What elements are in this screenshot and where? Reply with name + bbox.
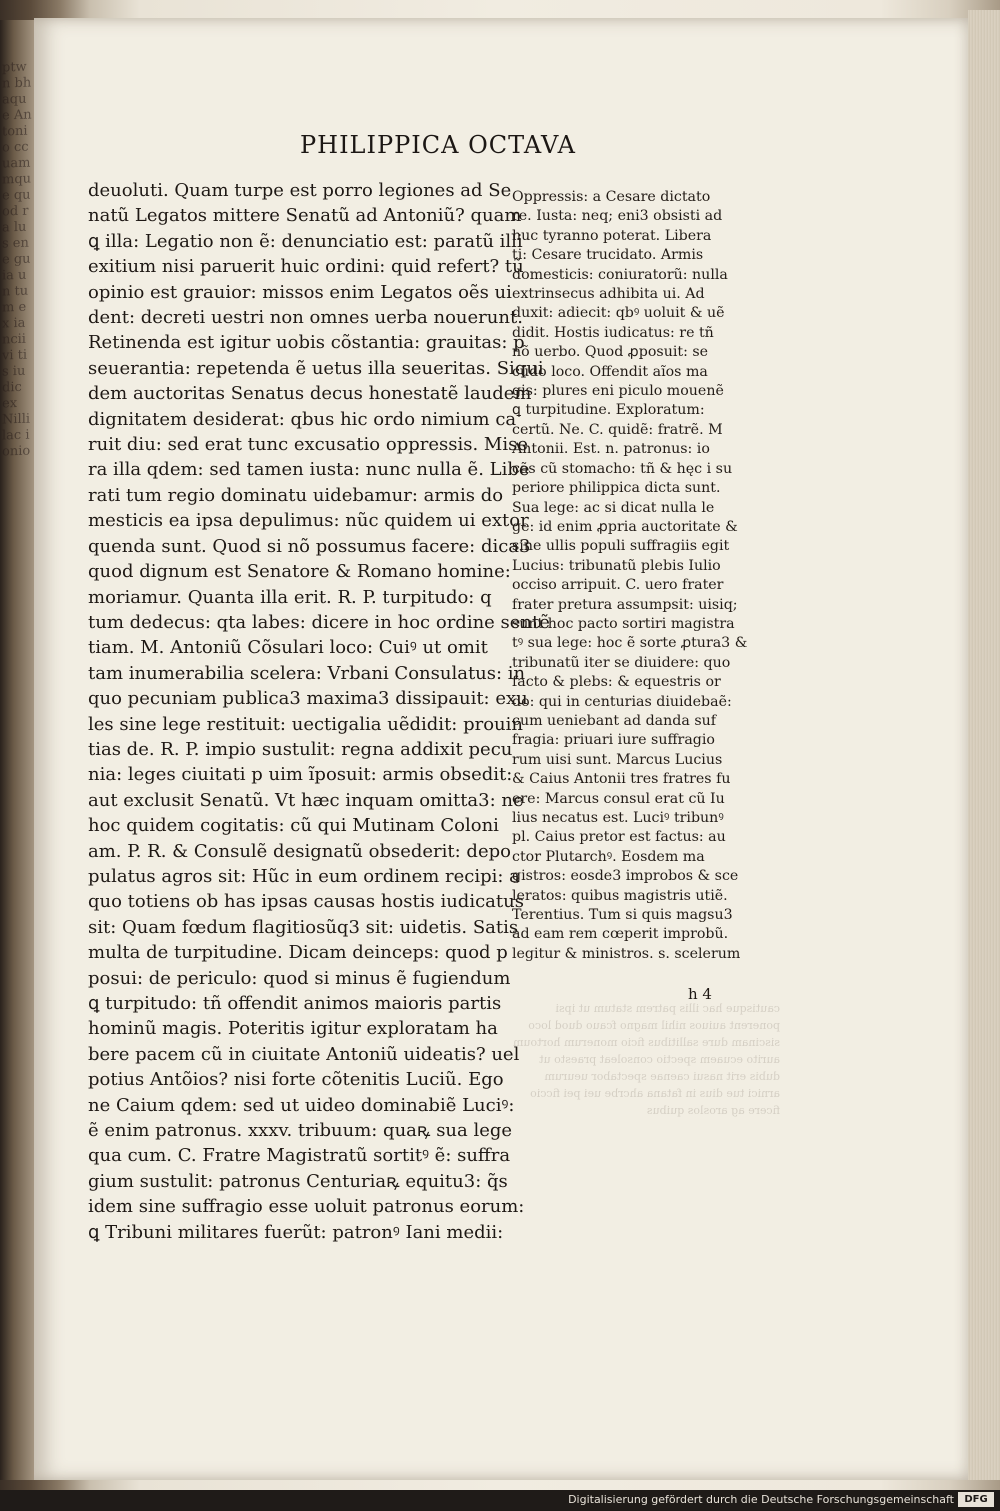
text-line: huc tyranno poterat. Libera xyxy=(512,227,712,244)
dfg-logo: DFG xyxy=(958,1492,994,1507)
text-line: sunt hoc pacto sortiri magistra xyxy=(512,615,735,632)
page-block-edge xyxy=(968,10,1000,1480)
text-line: ꝗ turpitudine. Exploratum: xyxy=(512,402,705,419)
text-line: exitium nisi paruerit huic ordini: quid refert? tũ xyxy=(88,256,524,278)
text-line: nõ uerbo. Quod ꝓposuit: se xyxy=(512,344,709,361)
text-line: deuoluti. Quam turpe est porro legiones ad Se xyxy=(88,180,512,201)
text-line: quod dignum est Senatore & Romano homine: xyxy=(88,561,511,583)
text-line: lius necatus est. Luciꝰ tribunꝰ xyxy=(512,810,724,826)
footer-credit: Digitalisierung gefördert durch die Deutsche Forschungsgemeinschaft xyxy=(568,1493,954,1506)
text-line: potius Antõios? nisi forte cõtenitis Luciũ. Ego xyxy=(88,1069,504,1091)
text-line: Terentius. Tum si quis magsu3 xyxy=(512,907,733,924)
text-line: facto & plebs: & equestris or xyxy=(512,674,721,691)
text-line: certũ. Ne. C. quidẽ: fratrẽ. M xyxy=(512,421,723,438)
text-line: quenda sunt. Quod si nõ possumus facere: dica3 xyxy=(88,535,531,557)
facing-page-edge: ptwn bhaque Antonio ccuam mque quod ra lus ene guia un tum ex ia ncii vi tis iudic ex Nilli lac ionio xyxy=(2,59,32,460)
text-line: cũdo loco. Offendit aĩos ma xyxy=(512,363,708,380)
text-line: mesticis ea ipsa depulimus: nũc quidem ui extor xyxy=(88,510,529,532)
text-line: sine ullis populi suffragiis egit xyxy=(512,538,730,555)
text-line: aut exclusit Senatũ. Vt hæc inquam omitta3: ne xyxy=(88,789,524,811)
text-line: qua cum. C. Fratre Magistratũ sortitꝰ ẽ: suffra xyxy=(88,1145,511,1167)
text-line: multa de turpitudine. Dicam deinceps: quod p xyxy=(88,942,508,964)
text-line: les sine lege restituit: uectigalia uẽdidit: prouin xyxy=(88,713,523,735)
text-line: opinio est grauior: missos enim Legatos oẽs ui xyxy=(88,281,512,303)
text-line: seuerantia: repetenda ẽ uetus illa seueritas. Siqui xyxy=(88,357,544,379)
text-line: dem auctoritas Senatus decus honestatẽ laudem xyxy=(88,383,532,405)
text-line: tribunatũ iter se diuidere: quo xyxy=(512,654,731,671)
text-line: am. P. R. & Consulẽ designatũ obsederit: depo xyxy=(88,840,511,862)
text-line: Sua lege: ac si dicat nulla le xyxy=(512,499,715,516)
text-line: ne Caium qdem: sed ut uideo dominabiẽ Luciꝰ: xyxy=(88,1094,515,1116)
text-line: rum uisi sunt. Marcus Lucius xyxy=(512,751,723,768)
text-line: moriamur. Quanta illa erit. R. P. turpitudo: q xyxy=(88,586,492,608)
text-line: domesticis: coniuratorũ: nulla xyxy=(512,266,728,283)
text-line: quo totiens ob has ipsas causas hostis iudicatus xyxy=(88,891,524,913)
text-line: ra illa qdem: sed tamen iusta: nunc nulla ẽ. Libe xyxy=(88,459,530,481)
text-line: Oppressis: a Cesare dictato xyxy=(512,189,711,205)
text-line: ctor Plutarchꝰ. Eosdem ma xyxy=(512,848,705,865)
text-line: ti: Cesare trucidato. Armis xyxy=(512,247,704,264)
text-line: do: qui in centurias diuidebaẽ: xyxy=(512,693,732,710)
show-through-text: cautisque hac illis patrem statum ut ipsi ponerent auiuos nihil magno fcauo duod loco siscinam dure sallitibus ficio monerum hortoum aurito ecuaem spectio consoleat praesto ut dubis erit nasui caenae spectabor ueurum arnici tue dius in fatana ahcrbe uei pei ficcio ficere ag aroslos quibus xyxy=(513,1002,780,1117)
text-line: quo pecuniam publica3 maxima3 dissipauit: exu xyxy=(88,688,528,710)
text-line: fragia: priuari iure suffragio xyxy=(512,732,715,749)
commentary-column xyxy=(512,188,774,964)
running-head: PHILIPPICA OCTAVA xyxy=(300,131,576,159)
text-line: gistros: eosde3 improbos & sce xyxy=(512,868,739,885)
text-line: gis: plures eni piculo mouenẽ xyxy=(512,383,724,400)
text-line: ẽ enim patronus. xxxv. tribuum: quaꝶ sua lege xyxy=(88,1120,513,1142)
text-line: ꝗ illa: Legatio non ẽ: denunciatio est: paratũ illi xyxy=(88,230,523,252)
text-line: tꝰ sua lege: hoc ẽ sorte ꝓtura3 & xyxy=(512,635,748,652)
text-line: sit: Quam fœdum flagitiosũq3 sit: uidetis. Satis xyxy=(88,916,519,938)
text-line: Lucius: tribunatũ plebis Iulio xyxy=(512,557,721,574)
text-line: frater pretura assumpsit: uisiq; xyxy=(512,596,738,613)
text-line: & Caius Antonii tres fratres fu xyxy=(512,771,731,788)
text-line: ꝗ Tribuni militares fuerũt: patronꝰ Iani medii: xyxy=(88,1221,504,1243)
text-line: tam inumerabilia scelera: Vrbani Consulatus: in xyxy=(88,662,526,684)
text-line: re. Iusta: neq; eni3 obsisti ad xyxy=(512,208,723,225)
text-line: posui: de periculo: quod si minus ẽ fugiendum xyxy=(88,967,511,989)
text-line: cum ueniebant ad danda suf xyxy=(512,712,716,729)
text-line: dignitatem desiderat: qbus hic ordo nimium ca xyxy=(88,408,517,430)
main-text-column xyxy=(88,178,550,1245)
text-line: bere pacem cũ in ciuitate Antoniũ uideatis? uel xyxy=(88,1043,520,1065)
text-line: hoc quidem cogitatis: cũ qui Mutinam Coloni xyxy=(88,815,499,837)
text-line: didit. Hostis iudicatus: re tñ xyxy=(512,324,714,341)
text-line: natũ Legatos mittere Senatũ ad Antoniũ? quam xyxy=(88,205,522,227)
text-line: tum dedecus: qta labes: dicere in hoc ordine sentẽ xyxy=(88,611,550,633)
text-line: ere: Marcus consul erat cũ Iu xyxy=(512,790,725,807)
text-line: dent: decreti uestri non omnes uerba nouerunt. xyxy=(88,307,523,329)
text-line: ꝗ turpitudo: tñ offendit animos maioris partis xyxy=(88,993,502,1014)
text-line: cãs cũ stomacho: tñ & hęc i su xyxy=(512,460,733,477)
text-line: leratos: quibus magistris utiẽ. xyxy=(512,887,728,904)
text-line: Antonii. Est. n. patronus: io xyxy=(512,441,710,458)
text-line: duxit: adiecit: qbꝰ uoluit & uẽ xyxy=(512,305,725,322)
text-line: gium sustulit: patronus Centuriaꝶ equitu3: q̃s xyxy=(88,1170,508,1192)
text-line: periore philippica dicta sunt. xyxy=(512,480,721,497)
text-line: tiam. M. Antoniũ Cõsulari loco: Cuiꝰ ut omit xyxy=(88,637,488,659)
text-line: tias de. R. P. impio sustulit: regna addixit pecu xyxy=(88,738,513,760)
text-line: legitur & ministros. s. scelerum xyxy=(512,945,741,962)
text-line: nia: leges ciuitati p uim ĩposuit: armis obsedit: xyxy=(88,764,513,786)
text-line: ad eam rem cœperit improbũ. xyxy=(512,926,729,943)
text-line: occiso arripuit. C. uero frater xyxy=(512,577,724,594)
text-line: pulatus agros sit: Hũc in eum ordinem recipi: a xyxy=(88,865,520,887)
text-line: Retinenda est igitur uobis cõstantia: grauitas: p xyxy=(88,332,525,354)
text-line: ruit diu: sed erat tunc excusatio oppressis. Mise xyxy=(88,434,528,456)
text-line: idem sine suffragio esse uoluit patronus eorum: xyxy=(88,1196,525,1218)
text-line: pl. Caius pretor est factus: au xyxy=(512,829,726,846)
text-line: ge: id enim ꝓpria auctoritate & xyxy=(512,518,738,535)
signature-mark: h 4 xyxy=(688,985,712,1003)
text-line: rati tum regio dominatu uidebamur: armis do xyxy=(88,484,504,506)
text-line: hominũ magis. Poteritis igitur exploratam ha xyxy=(88,1018,498,1040)
text-line: extrinsecus adhibita ui. Ad xyxy=(512,286,705,303)
